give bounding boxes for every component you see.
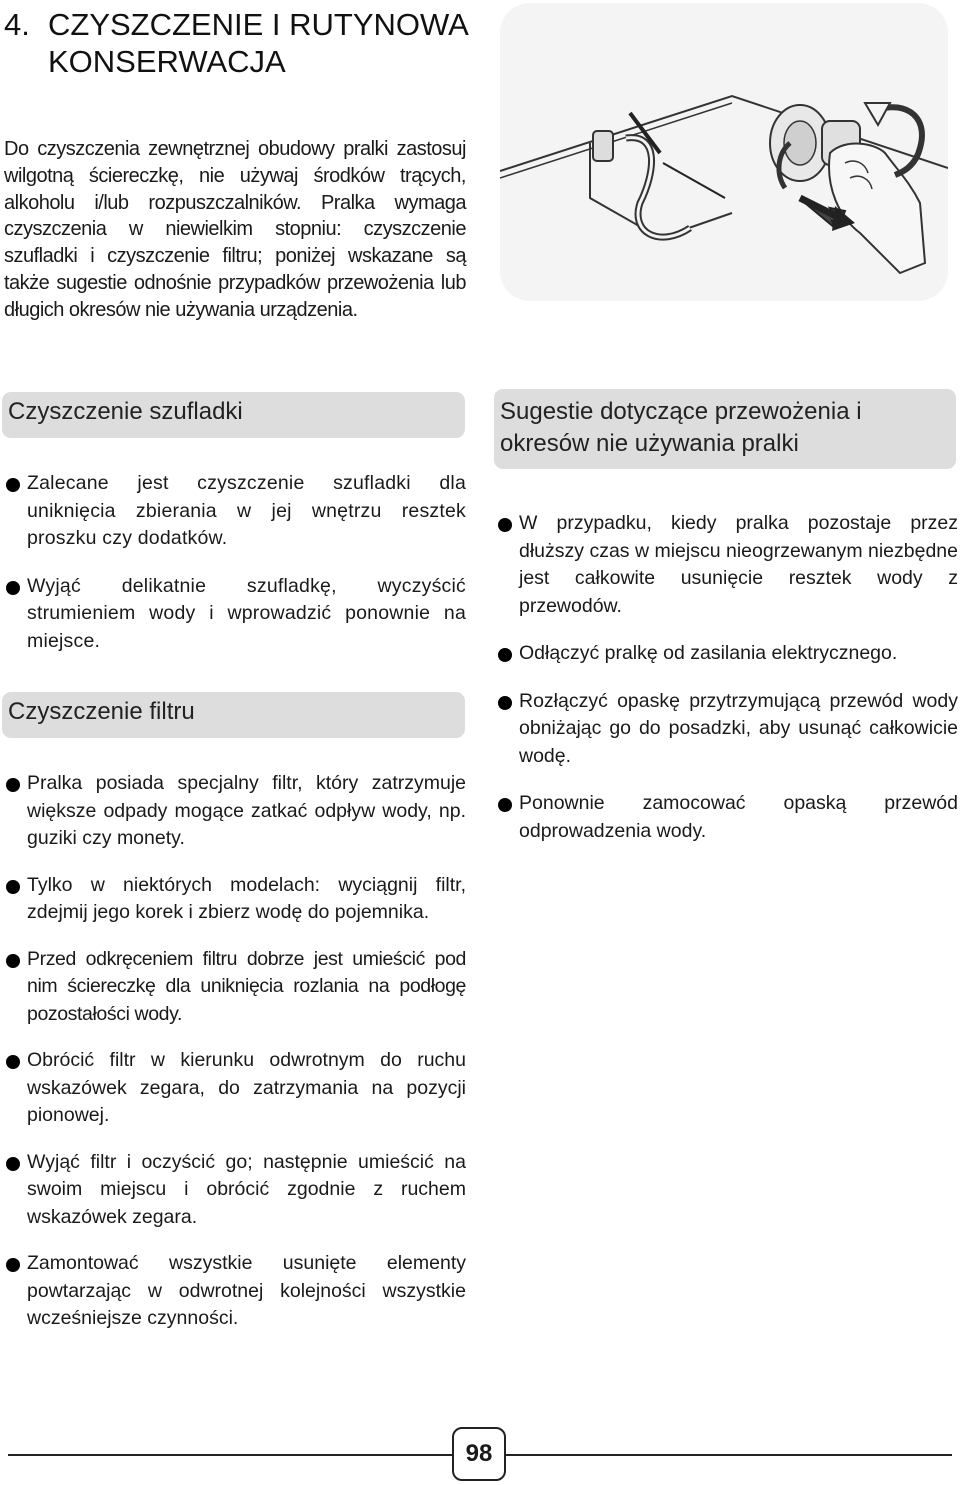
list-item-text: Zalecane jest czyszczenie szufladki dla uniknięcia zbierania w jej wnętrzu resztek proszku czy dodatków. (27, 472, 466, 549)
list-item-text: Wyjąć filtr i oczyścić go; następnie umieścić na swoim miejscu i obrócić zgodnie z ruchem wskazówek zegara. (27, 1150, 466, 1228)
chapter-number: 4. (4, 7, 30, 42)
bullet-icon (498, 798, 512, 812)
page-number: 98 (452, 1427, 506, 1481)
list-item (498, 510, 958, 620)
bullet-icon (498, 518, 512, 532)
bullet-icon (6, 1055, 20, 1069)
list-item-text: Przed odkręceniem filtru dobrze jest umieścić pod nim ściereczkę dla uniknięcia rozlania na podłogę pozostałości wody. (27, 947, 466, 1025)
section-title-drawer: Czyszczenie szufladki (8, 398, 243, 425)
list-item (6, 1047, 466, 1130)
footer-rule-left (8, 1454, 452, 1456)
list-item-text: Obrócić filtr w kierunku odwrotnym do ruchu wskazówek zegara, do zatrzymania na pozycji pionowej. (27, 1049, 466, 1126)
list-item (6, 573, 466, 656)
list-item (498, 688, 958, 771)
footer-rule-right (506, 1454, 952, 1456)
list-item (498, 640, 958, 668)
drawer-list (6, 470, 466, 675)
section-header-drawer (2, 392, 465, 438)
transport-list (498, 510, 958, 865)
list-item (6, 770, 466, 853)
bullet-icon (6, 1258, 20, 1272)
filter-removal-illustration (500, 3, 948, 301)
list-item (6, 470, 466, 553)
bullet-icon (6, 1157, 20, 1171)
bullet-icon (498, 696, 512, 710)
list-item-text: Ponownie zamocować opaską przewód odprowadzenia wody. (519, 792, 958, 842)
section-title-filter: Czyszczenie filtru (8, 698, 195, 725)
bullet-icon (6, 778, 20, 792)
list-item (6, 872, 466, 927)
list-item-text: Odłączyć pralkę od zasilania elektrycznego. (519, 642, 898, 664)
bullet-icon (6, 954, 20, 968)
bullet-icon (6, 581, 20, 595)
list-item-text: W przypadku, kiedy pralka pozostaje przez dłuższy czas w miejscu nieogrzewanym niezbędne jest całkowite usunięcie resztek wody z przewodów. (519, 512, 958, 617)
section-header-filter (2, 692, 465, 738)
intro-paragraph: Do czyszczenia zewnętrznej obudowy pralki zastosuj wilgotną ściereczkę, nie używaj środków trących, alkoholu i/lub rozpuszczalników. Pralka wymaga czyszczenia w niewielkim stopniu: czyszczenie szufladki i czyszczenie filtru; poniżej wskazane są także sugestie odnośnie przypadków przewożenia lub długich okresów nie używania urządzenia. (4, 138, 466, 321)
list-item-text: Pralka posiada specjalny filtr, który zatrzymuje większe odpady mogące zatkać odpływ wody, np. guziki czy monety. (27, 772, 466, 849)
bullet-icon (6, 478, 20, 492)
list-item-text: Rozłączyć opaskę przytrzymującą przewód wody obniżając go do posadzki, aby usunąć całkowicie wodę. (519, 689, 958, 767)
list-item (6, 1250, 466, 1333)
bullet-icon (6, 880, 20, 894)
section-title-transport: Sugestie dotyczące przewożenia i okresów nie używania pralki (500, 398, 862, 457)
list-item (6, 946, 466, 1029)
filter-removal-drawing (500, 3, 948, 301)
bullet-icon (498, 648, 512, 662)
list-item (498, 790, 958, 845)
section-header-transport (494, 389, 956, 469)
list-item (6, 1149, 466, 1232)
list-item-text: Zamontować wszystkie usunięte elementy powtarzając w odwrotnej kolejności wszystkie wcześniejsze czynności. (27, 1252, 466, 1329)
list-item-text: Tylko w niektórych modelach: wyciągnij filtr, zdejmij jego korek i zbierz wodę do pojemnika. (27, 873, 466, 923)
chapter-title-text: CZYSZCZENIE I RUTYNOWA KONSERWACJA (48, 7, 468, 79)
filter-list (6, 770, 466, 1333)
list-item-text: Wyjąć delikatnie szufladkę, wyczyścić strumieniem wody i wprowadzić ponownie na miejsce. (27, 574, 466, 652)
